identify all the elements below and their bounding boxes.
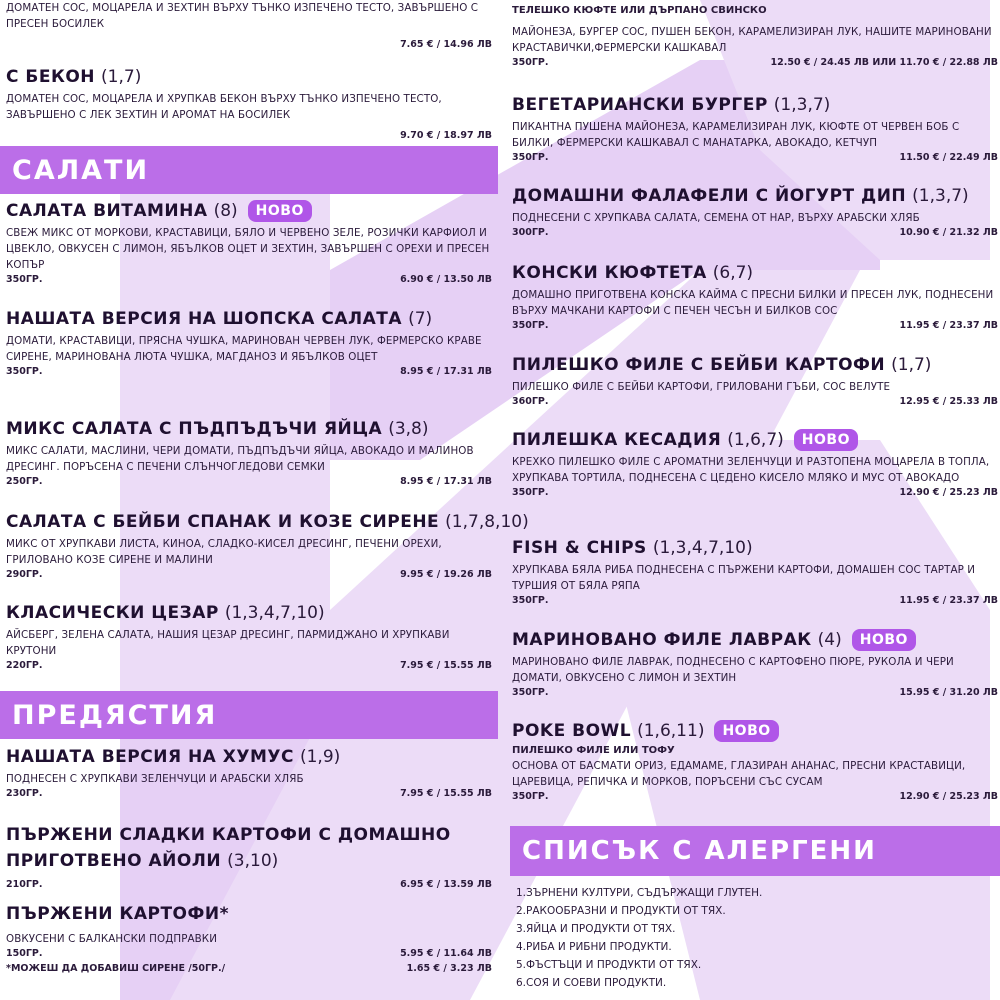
item-price: 8.95 € / 17.31 ЛВ (400, 476, 492, 487)
item-name: МАРИНОВАНО ФИЛЕ ЛАВРАК (512, 630, 812, 650)
item-footer (512, 486, 998, 499)
allergen-list-item: 4.РИБА И РИБНИ ПРОДУКТИ. (516, 941, 672, 953)
item-title (512, 262, 998, 284)
item-description: МАРИНОВАНО ФИЛЕ ЛАВРАК, ПОДНЕСЕНО С КАРТОФЕНО ПЮРЕ, РУКОЛА И ЧЕРИ ДОМАТИ, ОВКУСЕНО С ЛИМОН И ЗЕХТИН (512, 656, 954, 684)
item-description: ДОМАШНО ПРИГОТВЕНА КОНСКА КАЙМА С ПРЕСНИ БИЛКИ И ПРЕСЕН ЛУК, ПОДНЕСЕНИ ВЪРХУ МАЧКАНИ КАРТОФИ С ПЕЧЕН ЧЕСЪН И БИЛКОВ СОС (512, 289, 994, 317)
item-weight: 350ГР. (512, 152, 549, 163)
item-name: МИКС САЛАТА С ПЪДПЪДЪЧИ ЯЙЦА (6, 419, 383, 439)
item-description: ОСНОВА ОТ БАСМАТИ ОРИЗ, ЕДАМАМЕ, ГЛАЗИРАН АНАНАС, ПРЕСНИ КРАСТАВИЦИ, ЦАРЕВИЦА, РЕПИЧКА И МОРКОВ, ПОРЪСЕНИ СЪС СУСАМ (512, 760, 966, 788)
item-price: 9.70 € / 18.97 ЛВ (400, 130, 492, 141)
item-description: ОВКУСЕНИ С БАЛКАНСКИ ПОДПРАВКИ (6, 933, 218, 945)
item-price: 6.90 € / 13.50 ЛВ (400, 274, 492, 285)
item-weight: 350ГР. (6, 274, 43, 285)
item-price: 8.95 € / 17.31 ЛВ (400, 366, 492, 377)
item-allergens: (1,3,7) (912, 186, 969, 206)
item-allergens: (1,7) (891, 355, 932, 375)
item-title (6, 511, 529, 533)
item-footer (6, 273, 492, 286)
menu-item (512, 429, 998, 499)
item-title (6, 746, 492, 768)
item-name: С БЕКОН (6, 67, 96, 87)
item-weight: 350ГР. (512, 791, 549, 802)
item-footer (6, 947, 492, 960)
item-description: ПИЛЕШКО ФИЛЕ С БЕЙБИ КАРТОФИ, ГРИЛОВАНИ ГЪБИ, СОС ВЕЛУТЕ (512, 381, 891, 393)
item-title (6, 602, 492, 624)
item-weight: 350ГР. (512, 57, 549, 68)
item-title (512, 629, 998, 651)
item-weight: 220ГР. (6, 660, 43, 671)
item-description: АЙСБЕРГ, ЗЕЛЕНА САЛАТА, НАШИЯ ЦЕЗАР ДРЕСИНГ, ПАРМИДЖАНО И ХРУПКАВИ КРУТОНИ (6, 629, 450, 657)
item-title (512, 537, 998, 559)
item-weight: 150ГР. (6, 948, 43, 959)
menu-item-fragment (512, 4, 998, 69)
item-footer (6, 659, 492, 672)
item-allergens: (1,7,8,10) (445, 512, 529, 532)
item-description: СВЕЖ МИКС ОТ МОРКОВИ, КРАСТАВИЦИ, БЯЛО И ЧЕРВЕНО ЗЕЛЕ, РОЗИЧКИ КАРФИОЛ И ЦВЕКЛО, ОВКУСЕН С ЛИМОН, ЯБЪЛКОВ ОЦЕТ И ЗЕХТИН, ЗАВЪРШЕН С ОРЕХИ И ПРЕСЕН КОПЪР (6, 227, 490, 271)
new-badge: НОВО (714, 720, 778, 742)
item-description: ХРУПКАВА БЯЛА РИБА ПОДНЕСЕНА С ПЪРЖЕНИ КАРТОФИ, ДОМАШЕН СОС ТАРТАР И ТУРШИЯ ОТ БЯЛА РЯПА (512, 564, 976, 592)
item-name-line2: ПРИГОТВЕНО АЙОЛИ (6, 851, 222, 871)
item-title (512, 94, 998, 116)
allergen-list-item: 3.ЯЙЦА И ПРОДУКТИ ОТ ТЯХ. (516, 923, 676, 935)
new-badge: НОВО (248, 200, 312, 222)
item-footer (6, 365, 492, 378)
item-price: 7.95 € / 15.55 ЛВ (400, 660, 492, 671)
item-weight: 350ГР. (512, 320, 549, 331)
allergen-list-item: 6.СОЯ И СОЕВИ ПРОДУКТИ. (516, 977, 667, 989)
menu-item (6, 602, 492, 672)
item-allergens: (1,3,4,7,10) (652, 538, 753, 558)
item-name: НАШАТА ВЕРСИЯ НА ХУМУС (6, 747, 294, 767)
item-title (6, 200, 492, 222)
item-name: САЛАТА ВИТАМИНА (6, 201, 208, 221)
item-description: ПОДНЕСЕНИ С ХРУПКАВА САЛАТА, СЕМЕНА ОТ НАР, ВЪРХУ АРАБСКИ ХЛЯБ (512, 212, 920, 224)
menu-item (512, 720, 998, 803)
item-footer (512, 790, 998, 803)
allergen-list-item: 1.ЗЪРНЕНИ КУЛТУРИ, СЪДЪРЖАЩИ ГЛУТЕН. (516, 887, 763, 899)
item-description: ДОМАТЕН СОС, МОЦАРЕЛА И ЗЕХТИН ВЪРХУ ТЪНКО ИЗПЕЧЕНО ТЕСТО, ЗАВЪРШЕНО С ПРЕСЕН БОСИЛЕК (6, 2, 479, 30)
item-weight: 230ГР. (6, 788, 43, 799)
item-name: ПИЛЕШКА КЕСАДИЯ (512, 430, 722, 450)
menu-item (512, 185, 998, 239)
item-allergens: (1,3,7) (773, 95, 831, 115)
item-allergens: (1,7) (101, 67, 142, 87)
menu-item-fragment (6, 0, 492, 51)
item-name: FISH & CHIPS (512, 538, 647, 558)
item-allergens: (8) (213, 201, 238, 221)
section-header-allergens: СПИСЪК С АЛЕРГЕНИ (510, 826, 1000, 876)
menu-item (6, 418, 492, 488)
item-name: КОНСКИ КЮФТЕТА (512, 263, 707, 283)
item-name: ВЕГЕТАРИАНСКИ БУРГЕР (512, 95, 768, 115)
menu-item (6, 200, 492, 286)
new-badge: НОВО (794, 429, 858, 451)
item-weight: 250ГР. (6, 476, 43, 487)
item-weight: 360ГР. (512, 396, 549, 407)
item-footer (6, 568, 492, 581)
item-description: ДОМАТЕН СОС, МОЦАРЕЛА И ХРУПКАВ БЕКОН ВЪРХУ ТЪНКО ИЗПЕЧЕНО ТЕСТО, ЗАВЪРШЕНО С ЛЕК ЗЕХТИН И АРОМАТ НА БОСИЛЕК (6, 93, 442, 121)
item-price: 11.95 € / 23.37 ЛВ (899, 595, 998, 606)
item-footer (512, 395, 998, 408)
item-allergens: (1,6,7) (727, 430, 784, 450)
item-footer (6, 787, 492, 800)
item-title (6, 418, 492, 440)
item-allergens: (6,7) (712, 263, 754, 283)
item-description: КРЕХКО ПИЛЕШКО ФИЛЕ С АРОМАТНИ ЗЕЛЕНЧУЦИ И РАЗТОПЕНА МОЦАРЕЛА В ТОПЛА, ХРУПКАВА ТОРТИЛА, ПОДНЕСЕНА С ЦЕДЕНО КИСЕЛО МЛЯКО И МУС ОТ АВОКАДО (512, 456, 990, 484)
item-extra-label: *МОЖЕШ ДА ДОБАВИШ СИРЕНЕ /50ГР./ (6, 963, 226, 974)
item-price: 15.95 € / 31.20 ЛВ (899, 687, 998, 698)
item-name: САЛАТА С БЕЙБИ СПАНАК И КОЗЕ СИРЕНЕ (6, 512, 440, 532)
item-allergens: (1,3,4,7,10) (224, 603, 325, 623)
item-weight: 350ГР. (512, 687, 549, 698)
item-name: НАШАТА ВЕРСИЯ НА ШОПСКА САЛАТА (6, 309, 403, 329)
item-price: 10.90 € / 21.32 ЛВ (899, 227, 998, 238)
item-subtitle: ПИЛЕШКО ФИЛЕ ИЛИ ТОФУ (512, 745, 675, 756)
section-header-starters: ПРЕДЯСТИЯ (0, 691, 498, 739)
item-footer (6, 878, 492, 891)
item-description: МИКС САЛАТИ, МАСЛИНИ, ЧЕРИ ДОМАТИ, ПЪДПЪДЪЧИ ЯЙЦА, АВОКАДО И МАЛИНОВ ДРЕСИНГ. ПОРЪСЕНА С ПЕЧЕНИ СЛЪНЧОГЛЕДОВИ СЕМКИ (6, 445, 474, 473)
item-description: ДОМАТИ, КРАСТАВИЦИ, ПРЯСНА ЧУШКА, МАРИНОВАН ЧЕРВЕН ЛУК, ФЕРМЕРСКО КРАВЕ СИРЕНЕ, МАРИНОВАНА ЛЮТА ЧУШКА, МАГДАНОЗ И ЯБЪЛКОВ ОЦЕТ (6, 335, 482, 363)
item-allergens: (3,10) (227, 851, 279, 871)
menu-item (512, 354, 998, 408)
item-title (512, 354, 998, 376)
item-weight: 350ГР. (512, 487, 549, 498)
item-weight: 290ГР. (6, 569, 43, 580)
item-footer (512, 594, 998, 607)
item-title (512, 720, 998, 742)
item-description: ПИКАНТНА ПУШЕНА МАЙОНЕЗА, КАРАМЕЛИЗИРАН ЛУК, КЮФТЕ ОТ ЧЕРВЕН БОБ С БИЛКИ, ФЕРМЕРСКИ КАШКАВАЛ С МАНАТАРКА, АВОКАДО, КЕТЧУП (512, 121, 960, 149)
allergen-list-item: 5.ФЪСТЪЦИ И ПРОДУКТИ ОТ ТЯХ. (516, 959, 702, 971)
item-title (6, 848, 492, 874)
item-title (6, 66, 492, 88)
item-footer (512, 151, 998, 164)
item-price: 5.95 € / 11.64 ЛВ (400, 948, 492, 959)
item-allergens: (1,9) (299, 747, 341, 767)
item-name: КЛАСИЧЕСКИ ЦЕЗАР (6, 603, 219, 623)
menu-item (6, 66, 492, 142)
allergen-list-item: 2.РАКООБРАЗНИ И ПРОДУКТИ ОТ ТЯХ. (516, 905, 726, 917)
item-description: ПОДНЕСЕН С ХРУПКАВИ ЗЕЛЕНЧУЦИ И АРАБСКИ ХЛЯБ (6, 773, 304, 785)
item-footer (512, 319, 998, 332)
item-name-line1: ПЪРЖЕНИ СЛАДКИ КАРТОФИ С ДОМАШНО (6, 825, 451, 845)
item-name: POKE BOWL (512, 721, 632, 741)
item-footer (512, 686, 998, 699)
item-name: ПИЛЕШКО ФИЛЕ С БЕЙБИ КАРТОФИ (512, 355, 886, 375)
item-price: 12.90 € / 25.23 ЛВ (899, 791, 998, 802)
menu-item (512, 537, 998, 607)
item-weight: 300ГР. (512, 227, 549, 238)
menu-item (6, 511, 529, 581)
item-weight: 210ГР. (6, 879, 43, 890)
item-price: 12.95 € / 25.33 ЛВ (899, 396, 998, 407)
item-description: МИКС ОТ ХРУПКАВИ ЛИСТА, КИНОА, СЛАДКО-КИСЕЛ ДРЕСИНГ, ПЕЧЕНИ ОРЕХИ, ГРИЛОВАНО КОЗЕ СИРЕНЕ И МАЛИНИ (6, 538, 442, 566)
item-footer (512, 226, 998, 239)
section-header-salads: САЛАТИ (0, 146, 498, 194)
item-weight: 350ГР. (6, 366, 43, 377)
menu-item (6, 822, 492, 891)
item-weight: 350ГР. (512, 595, 549, 606)
item-allergens: (7) (408, 309, 433, 329)
item-footer (6, 475, 492, 488)
menu-item (512, 262, 998, 332)
item-footer (6, 129, 492, 142)
item-price: 7.95 € / 15.55 ЛВ (400, 788, 492, 799)
item-price: 12.50 € / 24.45 ЛВ ИЛИ 11.70 € / 22.88 ЛВ (770, 57, 998, 68)
item-price: 6.95 € / 13.59 ЛВ (400, 879, 492, 890)
menu-item (512, 629, 998, 699)
item-title (6, 822, 492, 848)
item-title (6, 903, 492, 925)
item-name: ПЪРЖЕНИ КАРТОФИ* (6, 904, 229, 924)
menu-item (6, 308, 492, 378)
new-badge: НОВО (852, 629, 916, 651)
item-extra (6, 962, 492, 975)
item-footer (512, 56, 998, 69)
menu-item (512, 94, 998, 164)
item-allergens: (3,8) (388, 419, 429, 439)
menu-item (6, 746, 492, 800)
item-title (6, 308, 492, 330)
item-title (512, 185, 998, 207)
item-price: 12.90 € / 25.23 ЛВ (899, 487, 998, 498)
item-extra-price: 1.65 € / 3.23 ЛВ (406, 963, 492, 974)
item-footer (6, 38, 492, 51)
item-title (512, 429, 998, 451)
menu-item (6, 903, 492, 975)
item-price: 11.95 € / 23.37 ЛВ (899, 320, 998, 331)
item-price: 7.65 € / 14.96 ЛВ (400, 39, 492, 50)
allergen-list (516, 884, 762, 992)
item-description: МАЙОНЕЗА, БУРГЕР СОС, ПУШЕН БЕКОН, КАРАМЕЛИЗИРАН ЛУК, НАШИТЕ МАРИНОВАНИ КРАСТАВИЧКИ,ФЕРМЕРСКИ КАШКАВАЛ (512, 26, 992, 54)
item-allergens: (1,6,11) (637, 721, 705, 741)
item-price: 11.50 € / 22.49 ЛВ (899, 152, 998, 163)
item-name: ДОМАШНИ ФАЛАФЕЛИ С ЙОГУРТ ДИП (512, 186, 907, 206)
item-subtitle: ТЕЛЕШКО КЮФТЕ ИЛИ ДЪРПАНО СВИНСКО (512, 5, 767, 16)
item-allergens: (4) (817, 630, 842, 650)
item-price: 9.95 € / 19.26 ЛВ (400, 569, 492, 580)
